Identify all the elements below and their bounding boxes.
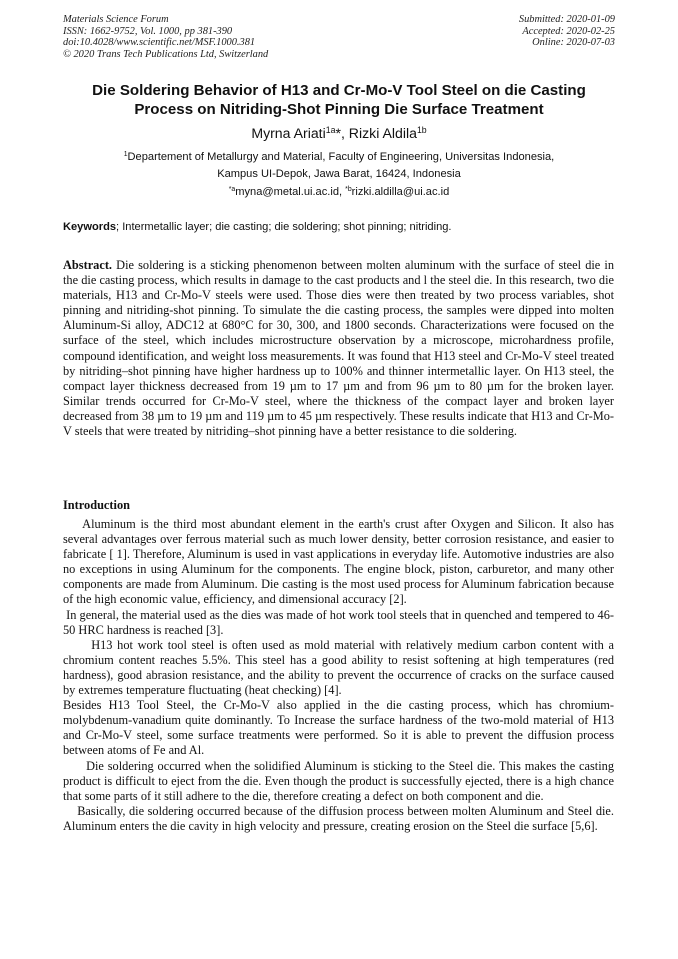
keywords	[63, 220, 615, 235]
author-superscript: 1b	[416, 125, 427, 136]
abstract	[63, 258, 614, 439]
corresponding-mark: *	[335, 125, 341, 141]
title-line-2: Process on Nitriding-Shot Pinning Die Surface Treatment	[134, 100, 544, 118]
introduction-body	[63, 517, 614, 834]
author-superscript: 1a	[325, 125, 336, 136]
publication-dates	[519, 14, 615, 49]
email-superscript: *a	[228, 186, 236, 194]
author-emails	[60, 185, 618, 201]
keywords-label: Keywords	[63, 221, 117, 233]
affiliation	[60, 150, 618, 182]
paragraph: In general, the material used as the dies was made of hot work tool steels that in quenched and tempered to 46-50 HRC hardness is reached [3].	[63, 607, 614, 637]
paragraph: Aluminum is the third most abundant element in the earth's crust after Oxygen and Silicon. It also has several advantages over ferrous material such as much lower density, better corrosion resistance, and easier to fabricate [ 1]. Therefore, Aluminum is used in vast applications in everyday life. Automotive industries are also no exceptions in using Aluminum for the components. The engine block, piston, carburetor, and many other components are made from Aluminum. Die casting is the most used process for Aluminum fabrication because of the high economic value, efficiency, and dimensional accuracy [2].	[63, 517, 614, 607]
paragraph: Besides H13 Tool Steel, the Cr-Mo-V also applied in the die casting process, which has chromium-molybdenum-vanadium quite dominantly. To Increase the surface hardness of the two-mold material of H13 and Cr-Mo-V steel, some surface treatments were performed. So it is able to prevent the diffusion process between atoms of Fe and Al.	[63, 698, 614, 758]
paragraph: Basically, die soldering occurred because of the diffusion process between molten Aluminum and Steel die. Aluminum enters the die cavity in high velocity and pressure, creating erosion on the Steel die surface [5,6].	[63, 803, 614, 833]
doi: doi:10.4028/www.scientific.net/MSF.1000.381	[63, 37, 256, 49]
author-name: Myrna Ariati	[251, 125, 326, 141]
journal-name: Materials Science Forum	[63, 14, 169, 25]
accepted-date: Accepted: 2020-02-25	[522, 25, 615, 37]
submitted-date: Submitted: 2020-01-09	[518, 14, 615, 25]
title-line-1: Die Soldering Behavior of H13 and Cr-Mo-V Tool Steel on die Casting	[92, 82, 586, 99]
online-date: Online: 2020-07-03	[532, 37, 615, 49]
email-address[interactable]: myna@metal.ui.ac.id,	[235, 186, 346, 198]
affiliation-line-1: Departement of Metallurgy and Material, Faculty of Engineering, Universitas Indonesia,	[127, 151, 555, 163]
abstract-label: Abstract.	[63, 258, 113, 272]
email-address[interactable]: rizki.aldilla@ui.ac.id	[351, 186, 450, 198]
author-name: Rizki Aldila	[348, 125, 417, 141]
author-list	[60, 124, 618, 144]
affiliation-superscript: 1	[123, 151, 128, 159]
paper-title	[60, 82, 618, 119]
author-separator: ,	[340, 125, 349, 141]
paragraph: H13 hot work tool steel is often used as mold material with relatively medium carbon content with a chromium content reaches 5.5%. This steel has a good ability to resist softening at high temperatures (red hardness), good abrasion resistance, and the ability to prevent the occurrence of cracks on the surface caused by extremes temperature fluctuating (heat checking) [4].	[63, 637, 614, 698]
affiliation-line-2: Kampus UI-Depok, Jawa Barat, 16424, Indonesia	[217, 167, 461, 180]
abstract-text: Die soldering is a sticking phenomenon between molten aluminum with the surface of steel die in the die casting process, which results in damage to the cast products and l the steel die. In this research, two die materials, H13 and Cr-Mo-V steels were used. Those dies were then treated by two process variables, shot pinning and nitriding-shot pinning. To simulate the die casting process, the samples were dipped into molten Aluminum-Si alloy, ADC12 at 680°C for 30, 300, and 1800 seconds. Characterizations were focused on the surface of the steel, which includes microstructure observation by a microscope, microhardness profile, compound identification, and weight loss measurements. It was found that H13 steel and Cr-Mo-V steel treated by nitriding–shot pinning have higher hardness up to 100% and thinner intermetallic layer. On H13 steel, the compact layer thickness decreased from 19 µm to 17 µm and from 96 µm to 80 µm for the broken layer. Similar trends occurred for Cr-Mo-V steel, where the thickness of the compact layer and broken layer decreased from 38 µm to 19 µm and 119 µm to 45 µm respectively. These results indicate that H13 and Cr-Mo-V steels that were treated by nitriding–shot pinning have a better resistance to die soldering.	[63, 258, 614, 439]
journal-info	[63, 14, 268, 60]
issn-volume: ISSN: 1662-9752, Vol. 1000, pp 381-390	[63, 25, 233, 37]
keywords-text: ; Intermetallic layer; die casting; die soldering; shot pinning; nitriding.	[116, 221, 452, 233]
email-superscript: *b	[345, 186, 352, 194]
copyright: © 2020 Trans Tech Publications Ltd, Switzerland	[63, 48, 269, 60]
paragraph: Die soldering occurred when the solidified Aluminum is sticking to the Steel die. This makes the casting product is difficult to eject from the die. Even though the product is successfully ejected, there is a high chance that some parts of it still adhere to the die, therefore creating a defect on both component and die.	[63, 758, 614, 803]
section-heading-introduction: Introduction	[63, 498, 130, 512]
